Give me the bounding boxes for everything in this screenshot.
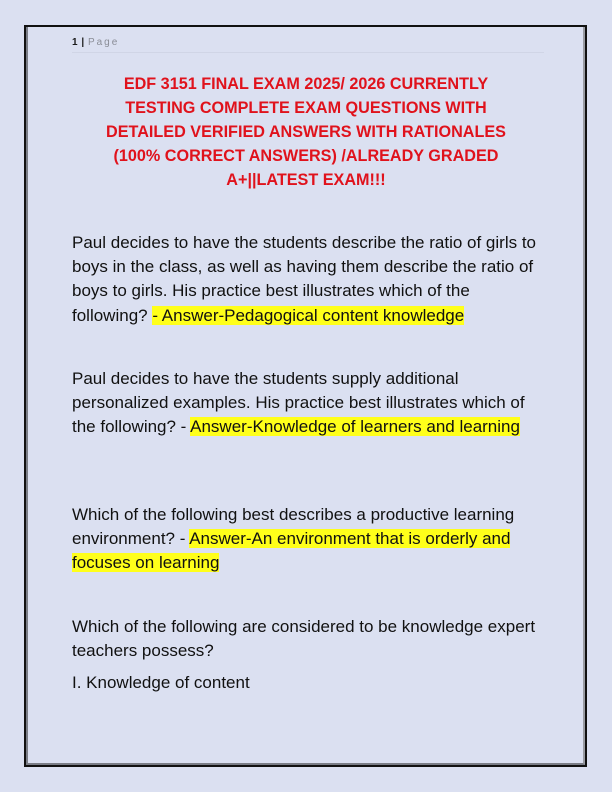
question-block (72, 503, 544, 576)
question-text: Which of the following are considered to be knowledge expert teachers possess? (72, 617, 536, 661)
page-label: Page (87, 37, 120, 48)
question-block (72, 367, 544, 440)
option-text: I. Knowledge of content (72, 673, 250, 692)
answer-highlight: Answer-An environment that is orderly and focuses on learning (72, 529, 511, 573)
question-block (72, 615, 544, 663)
title-line: A+||LATEST EXAM!!! (226, 171, 386, 189)
answer-highlight: - Answer-Pedagogical content knowledge (152, 305, 465, 325)
title-line: (100% CORRECT ANSWERS) /ALREADY GRADED (113, 147, 499, 165)
question-text: Paul decides to have the students supply additional personalized examples. His practice best illustrates which of the following? - (72, 369, 525, 437)
question-text: Paul decides to have the students describe the ratio of girls to boys in the class, as well as having them describe the ratio of boys to girls. His practice best illustrates which of the following? (72, 233, 536, 325)
page-separator: | (81, 37, 85, 48)
title-line: TESTING COMPLETE EXAM QUESTIONS WITH (125, 99, 487, 117)
answer-highlight: Answer-Knowledge of learners and learning (190, 417, 520, 437)
title-line: EDF 3151 FINAL EXAM 2025/ 2026 CURRENTLY (123, 75, 489, 93)
question-text: Which of the following best describes a productive learning environment? - (72, 505, 515, 549)
question-block (72, 231, 544, 328)
page-number: 1 (72, 37, 78, 48)
page-header (72, 36, 544, 53)
question-option (72, 671, 544, 695)
document-title (72, 72, 540, 192)
title-line: DETAILED VERIFIED ANSWERS WITH RATIONALES (106, 123, 506, 141)
